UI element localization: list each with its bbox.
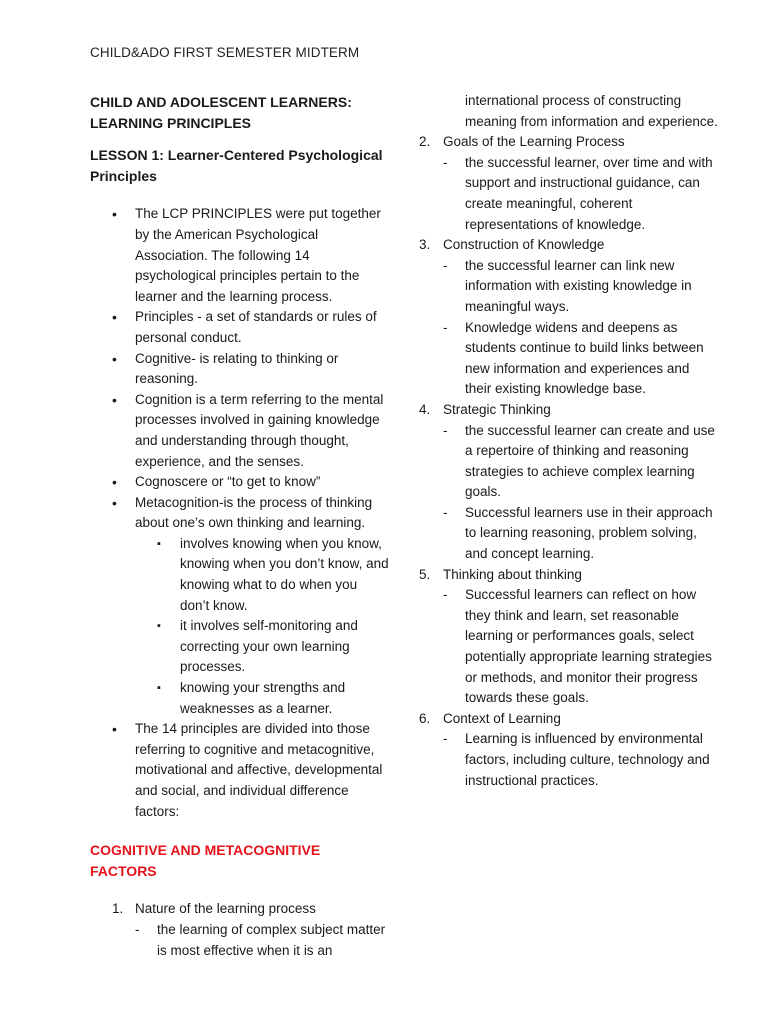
dash-item	[443, 318, 718, 400]
numbered-item	[418, 400, 718, 565]
item-description-list	[443, 256, 718, 400]
bullet-item	[90, 493, 390, 720]
sub-bullet-text: involves knowing when you know, knowing when you don’t know, and knowing what to do when you don’t know.	[180, 535, 389, 613]
dash-text: Knowledge widens and deepens as students continue to build links between new information and experiences and their existing knowledge base.	[465, 319, 704, 397]
dash-text: the successful learner can create and use a repertoire of thinking and reasoning strategies to achieve complex learning goals.	[465, 422, 715, 500]
sub-bullet-item	[135, 616, 390, 678]
lcp-bullet-list	[90, 204, 390, 822]
item-title: Context of Learning	[443, 710, 561, 726]
right-column	[418, 91, 718, 791]
sub-bullet-text: it involves self-monitoring and correcting your own learning processes.	[180, 618, 358, 675]
dash-item	[443, 585, 718, 709]
continuation-text: international process of constructing meaning from information and experience.	[465, 93, 718, 129]
item-number: 1.	[112, 901, 124, 917]
bullet-item	[90, 307, 390, 348]
bullet-text: The 14 principles are divided into those referring to cognitive and metacognitive, motivational and affective, developmental and social, and individual difference factors:	[135, 721, 383, 819]
bullet-item	[90, 719, 390, 822]
document-title-line-1: CHILD AND ADOLESCENT LEARNERS:	[90, 94, 352, 110]
item-number: 5.	[419, 566, 431, 582]
item-title: Goals of the Learning Process	[443, 134, 625, 150]
bullet-text: Metacognition-is the process of thinking about one’s own thinking and learning.	[135, 494, 373, 531]
dash-item	[443, 503, 718, 565]
dash-item	[443, 421, 718, 503]
numbered-item	[418, 235, 718, 400]
numbered-item	[418, 132, 718, 235]
lesson-title-line-2: Principles	[90, 167, 157, 184]
item-description-list	[135, 920, 390, 961]
running-header: CHILD&ADO FIRST SEMESTER MIDTERM	[90, 45, 360, 60]
dash-item	[443, 256, 718, 318]
bullet-item	[90, 390, 390, 472]
dash-text: Learning is influenced by environmental factors, including culture, technology and instructional practices.	[465, 731, 710, 788]
dash-text: Successful learners use in their approach to learning reasoning, problem solving, and concept learning.	[465, 504, 713, 562]
item-number: 6.	[419, 710, 431, 726]
document-title	[90, 92, 390, 133]
item-description-list	[443, 729, 718, 791]
document-title-line-2: LEARNING PRINCIPLES	[90, 114, 252, 131]
numbered-item	[90, 899, 390, 961]
sub-bullet-text: knowing your strengths and weaknesses as a learner.	[180, 680, 346, 716]
left-column	[90, 92, 390, 961]
item-description-list	[443, 585, 718, 709]
dash-text: Successful learners can reflect on how they think and learn, set reasonable learning or performances goals, select potentially appropriate learning strategies or methods, and monitor their progress towards these goals.	[465, 587, 712, 706]
lesson-title	[90, 145, 390, 186]
metacognition-sub-list	[135, 534, 390, 719]
sub-bullet-item	[135, 534, 390, 616]
item-number: 3.	[419, 237, 431, 253]
dash-item	[135, 920, 390, 961]
dash-text: the learning of complex subject matter is most effective when it is an	[157, 921, 386, 958]
item-description-list	[443, 421, 718, 565]
item-title: Thinking about thinking	[443, 566, 582, 582]
item-title: Construction of Knowledge	[443, 237, 605, 253]
numbered-item	[418, 709, 718, 791]
lesson-title-line-1: LESSON 1: Learner-Centered Psychological	[90, 147, 383, 164]
item-title: Nature of the learning process	[135, 901, 316, 917]
dash-item	[443, 729, 718, 791]
bullet-text: Cognition is a term referring to the mental processes involved in gaining knowledge and understanding through thought, experience, and the senses.	[135, 391, 384, 469]
item-description-list	[443, 153, 718, 235]
bullet-item	[90, 349, 390, 390]
bullet-text: Principles - a set of standards or rules of personal conduct.	[135, 309, 377, 345]
bullet-text: The LCP PRINCIPLES were put together by the American Psychological Association. The following 14 psychological principles pertain to the learner and the learning process.	[135, 206, 381, 304]
bullet-text: Cognoscere or “to get to know”	[135, 474, 321, 490]
bullet-text: Cognitive- is relating to thinking or reasoning.	[135, 350, 339, 387]
factors-list	[90, 899, 390, 961]
dash-text: the successful learner, over time and with support and instructional guidance, can create meaningful, coherent representations of knowledge.	[465, 154, 713, 232]
section-heading: COGNITIVE AND METACOGNITIVE FACTORS	[90, 842, 321, 879]
dash-item	[443, 153, 718, 235]
item-title: Strategic Thinking	[443, 401, 551, 417]
sub-bullet-item	[135, 678, 390, 719]
bullet-item	[90, 204, 390, 307]
item-number: 2.	[419, 134, 431, 150]
numbered-item	[418, 565, 718, 709]
dash-text: the successful learner can link new information with existing knowledge in meaningful ways.	[465, 257, 692, 314]
item-number: 4.	[419, 401, 431, 417]
bullet-item	[90, 472, 390, 493]
factors-list-continued	[418, 132, 718, 791]
